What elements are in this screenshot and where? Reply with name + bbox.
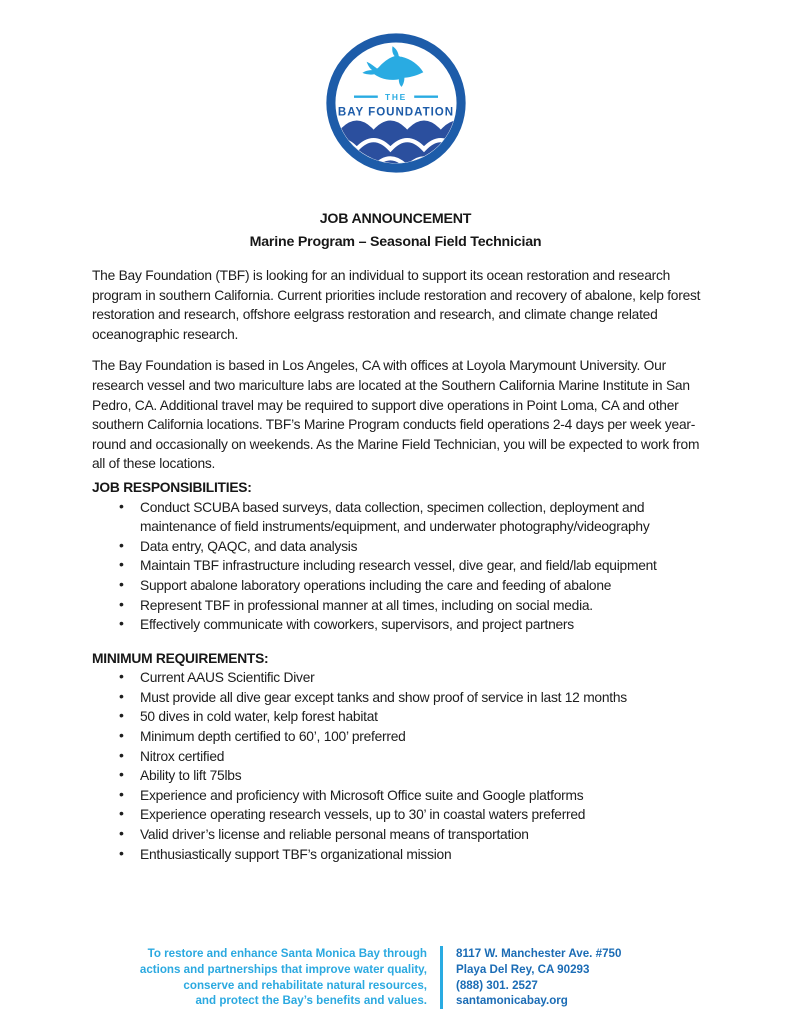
title-block — [0, 208, 791, 253]
mission-line: actions and partnerships that improve water quality, — [139, 962, 427, 976]
bullet-item: • Effectively communicate with coworkers, supervisors, and project partners — [92, 615, 708, 635]
contact-info — [443, 946, 656, 1009]
bullet-item: • 50 dives in cold water, kelp forest habitat — [92, 707, 708, 727]
bay-foundation-logo-graphic — [326, 33, 466, 173]
logo-name-text: BAY FOUNDATION — [337, 106, 454, 119]
responsibilities-heading: JOB RESPONSIBILITIES: — [92, 479, 252, 495]
requirements-heading: MINIMUM REQUIREMENTS: — [92, 650, 269, 666]
bullet-item: • Data entry, QAQC, and data analysis — [92, 537, 708, 557]
bullet-item: • Conduct SCUBA based surveys, data collection, specimen collection, deployment and maintenance of field instruments/equipment, and underwater photography/videography — [92, 498, 708, 537]
address-line-2: Playa Del Rey, CA 90293 — [456, 962, 590, 976]
bullet-item: • Minimum depth certified to 60’, 100’ preferred — [92, 727, 708, 747]
bullet-item: • Maintain TBF infrastructure including research vessel, dive gear, and field/lab equipment — [92, 556, 708, 576]
mission-statement — [135, 946, 443, 1009]
responsibilities-list — [92, 498, 708, 635]
bullet-item: • Represent TBF in professional manner at all times, including on social media. — [92, 596, 708, 616]
bullet-item: • Valid driver’s license and reliable personal means of transportation — [92, 825, 708, 845]
website-url: santamonicabay.org — [456, 994, 568, 1008]
bullet-item: • Current AAUS Scientific Diver — [92, 668, 708, 688]
bullet-item: • Support abalone laboratory operations including the care and feeding of abalone — [92, 576, 708, 596]
document-body — [92, 266, 708, 864]
bullet-item: • Enthusiastically support TBF’s organizational mission — [92, 845, 708, 865]
bullet-item: • Experience operating research vessels, up to 30’ in coastal waters preferred — [92, 805, 708, 825]
announcement-heading: JOB ANNOUNCEMENT — [319, 211, 472, 227]
mission-line: conserve and rehabilitate natural resources, — [183, 978, 427, 992]
bullet-item: • Experience and proficiency with Microsoft Office suite and Google platforms — [92, 786, 708, 806]
bullet-item: • Nitrox certified — [92, 747, 708, 767]
bay-foundation-logo — [0, 33, 791, 173]
bullet-item: • Ability to lift 75lbs — [92, 766, 708, 786]
footer — [0, 946, 791, 1009]
phone-number: (888) 301. 2527 — [456, 978, 538, 992]
intro-paragraph: The Bay Foundation (TBF) is looking for an individual to support its ocean restoration and research program in southern California. Current priorities include restoration and recovery of abalone, kelp forest restoration and research, offshore eelgrass restoration and research, and climate change related oceanographic research. — [92, 268, 701, 342]
mission-line: and protect the Bay’s benefits and values. — [195, 994, 427, 1008]
location-paragraph: The Bay Foundation is based in Los Angeles, CA with offices at Loyola Marymount University. Our research vessel and two mariculture labs are located at the Southern California Marine Institute in San Pedro, CA. Additional travel may be required to support dive operations in Point Loma, CA and other southern California locations. TBF’s Marine Program conducts field operations 2-4 days per week year-round and occasionally on weekends. As the Marine Field Technician, you will be expected to work from all of these locations. — [92, 358, 700, 472]
position-title: Marine Program – Seasonal Field Technician — [249, 233, 542, 250]
address-line-1: 8117 W. Manchester Ave. #750 — [456, 947, 622, 960]
logo-the-text: THE — [384, 92, 407, 103]
requirements-list — [92, 668, 708, 864]
bullet-item: • Must provide all dive gear except tanks and show proof of service in last 12 months — [92, 688, 708, 708]
mission-line: To restore and enhance Santa Monica Bay through — [147, 947, 427, 960]
